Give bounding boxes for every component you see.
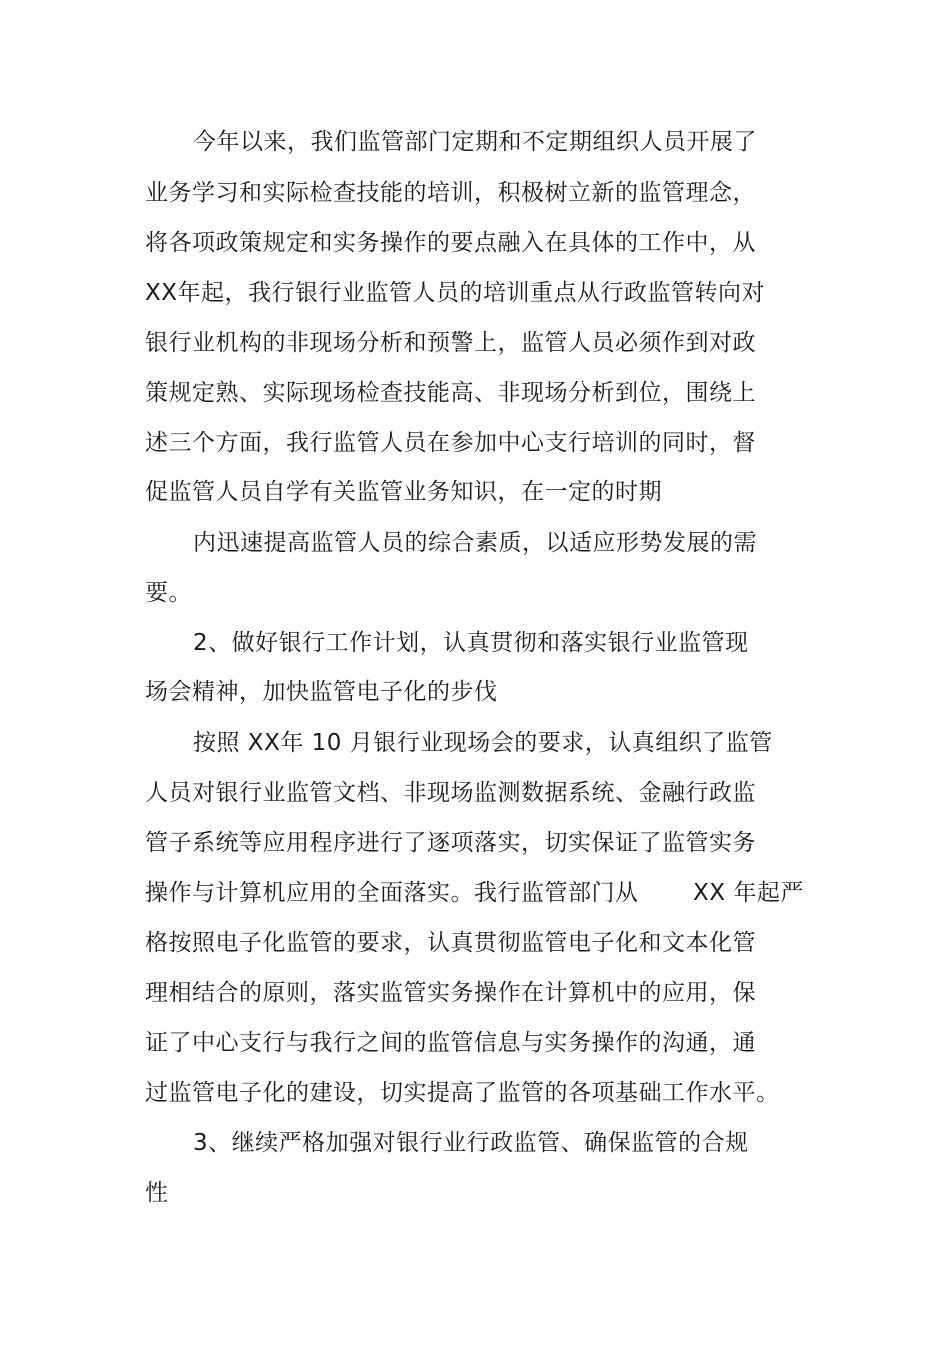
section-heading-line: 场会精神，加快监管电子化的步伐 [145, 679, 498, 705]
paragraph-line: 理相结合的原则，落实监管实务操作在计算机中的应用，保 [145, 980, 756, 1006]
paragraph-line: 内迅速提高监管人员的综合素质，以适应形势发展的需 [193, 530, 757, 556]
paragraph-line: 促监管人员自学有关监管业务知识，在一定的时期 [145, 479, 662, 505]
paragraph-line: 将各项政策规定和实务操作的要点融入在具体的工作中，从 [145, 230, 756, 256]
paragraph-line: 证了中心支行与我行之间的监管信息与实务操作的沟通，通 [145, 1030, 756, 1056]
section-heading-line: 性 [145, 1180, 169, 1206]
paragraph-line: 按照 XX年 10 月银行业现场会的要求，认真组织了监管 [193, 730, 773, 756]
paragraph-line: 策规定熟、实际现场检查技能高、非现场分析到位，围绕上 [145, 380, 756, 406]
paragraph-line: 述三个方面，我行监管人员在参加中心支行培训的同时，督 [145, 430, 756, 456]
paragraph-line: 今年以来，我们监管部门定期和不定期组织人员开展了 [193, 129, 757, 155]
paragraph-line: 人员对银行业监管文档、非现场监测数据系统、金融行政监 [145, 780, 756, 806]
section-heading-line: 3、继续严格加强对银行业行政监管、确保监管的合规 [193, 1130, 749, 1156]
paragraph-line: 操作与计算机应用的全面落实。我行监管部门从 [145, 880, 639, 906]
paragraph-line: 银行业机构的非现场分析和预警上，监管人员必须作到对政 [145, 330, 756, 356]
paragraph-line: 业务学习和实际检查技能的培训，积极树立新的监管理念， [145, 180, 756, 206]
paragraph-line: 管子系统等应用程序进行了逐项落实，切实保证了监管实务 [145, 830, 756, 856]
paragraph-line: 要。 [145, 580, 192, 606]
paragraph-line: XX年起，我行银行业监管人员的培训重点从行政监管转向对 [145, 280, 766, 306]
paragraph-line-tail: XX 年起严 [693, 880, 804, 906]
paragraph-line: 过监管电子化的建设，切实提高了监管的各项基础工作水平。 [145, 1080, 780, 1106]
paragraph-line: 格按照电子化监管的要求，认真贯彻监管电子化和文本化管 [145, 930, 756, 956]
section-heading-line: 2、做好银行工作计划，认真贯彻和落实银行业监管现 [193, 630, 749, 656]
